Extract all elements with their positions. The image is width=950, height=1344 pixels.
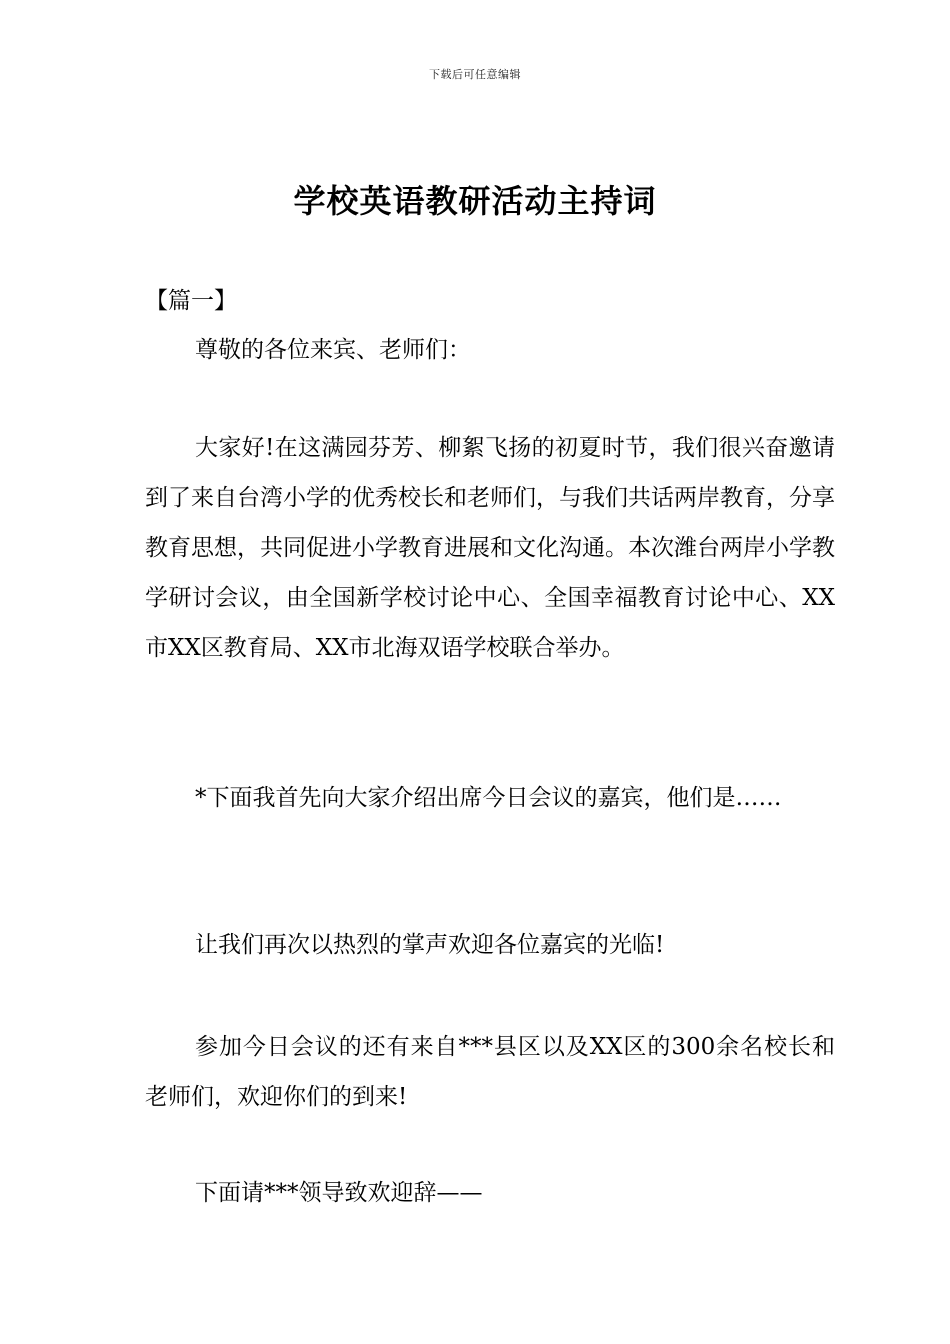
guest-intro-paragraph: *下面我首先向大家介绍出席今日会议的嘉宾，他们是…… [195, 785, 782, 811]
header-note: 下载后可任意编辑 [429, 68, 521, 81]
welcome-paragraph: 大家好!在这满园芬芳、柳絮飞扬的初夏时节，我们很兴奋邀请到了来自台湾小学的优秀校长和老师们，与我们共话两岸教育，分享教育思想，共同促进小学教育进展和文化沟通。本次潍台两岸小学教学研讨会议，由全国新学校讨论中心、全国幸福教育讨论中心、XX市XX区教育局、XX市北海双语学校联合举办。 [145, 435, 835, 661]
applause-paragraph: 让我们再次以热烈的掌声欢迎各位嘉宾的光临! [195, 932, 665, 958]
speech-invite-paragraph: 下面请***领导致欢迎辞—— [195, 1180, 483, 1206]
document-title: 学校英语教研活动主持词 [293, 182, 657, 220]
salutation-paragraph: 尊敬的各位来宾、老师们： [195, 337, 471, 363]
attendees-paragraph: 参加今日会议的还有来自***县区以及XX区的300余名校长和老师们，欢迎你们的到来! [145, 1034, 835, 1110]
section-label: 【篇一】 [145, 288, 237, 314]
